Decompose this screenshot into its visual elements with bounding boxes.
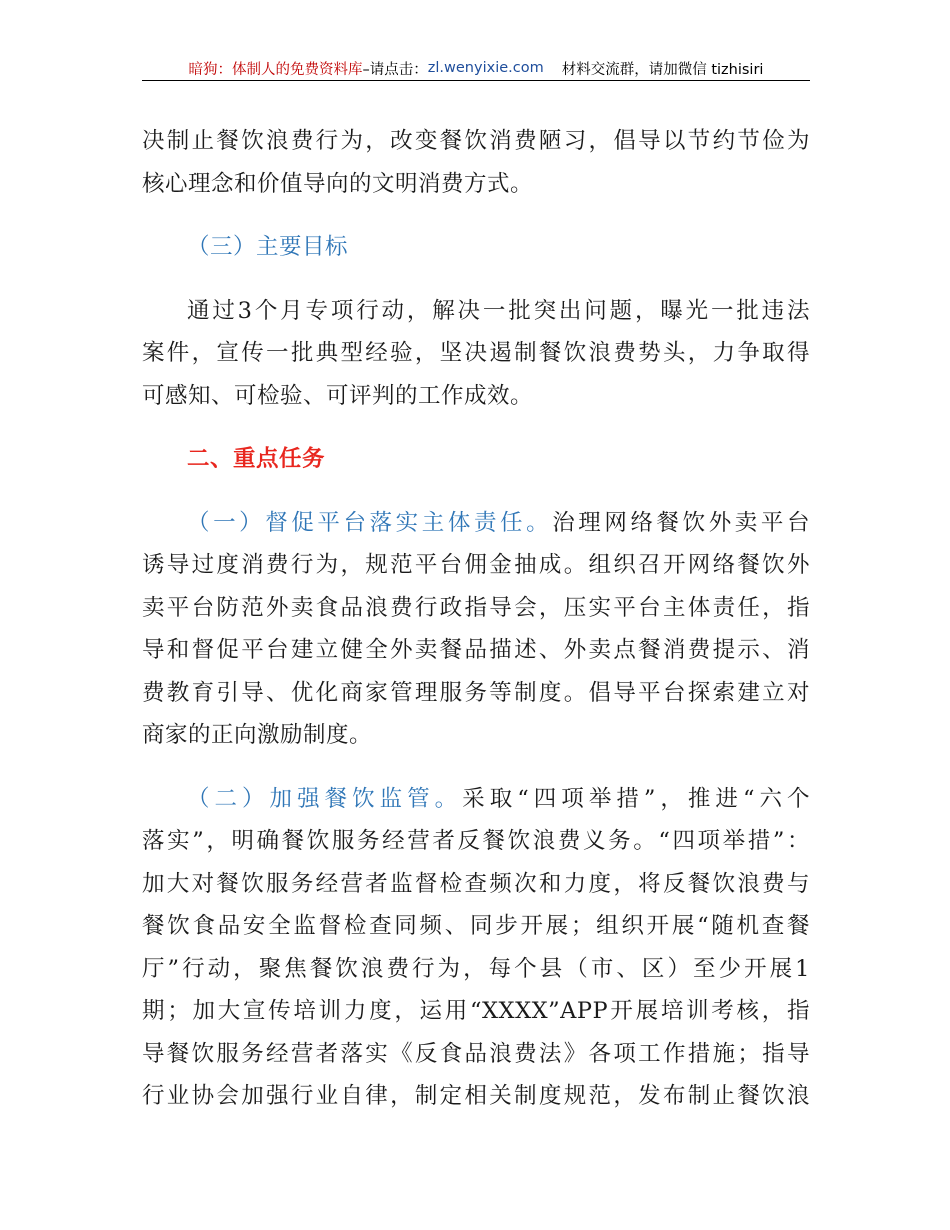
- paragraph-line: 落实”，明确餐饮服务经营者反餐饮浪费义务。“四项举措”：: [142, 828, 810, 854]
- paragraph-continuation: [142, 120, 810, 205]
- paragraph-line: 行业协会加强行业自律，制定相关制度规范，发布制止餐饮浪: [142, 1083, 810, 1109]
- paragraph-line: [142, 502, 810, 545]
- paragraph-goals: [142, 290, 810, 418]
- paragraph-line: 可感知、可检验、可评判的工作成效。: [142, 382, 534, 409]
- header-url-link[interactable]: zl.wenyixie.com: [427, 60, 544, 76]
- paragraph-line: 期；加大宣传培训力度，运用“XXXX”APP开展培训考核，指: [142, 998, 810, 1024]
- task-text: 采取“四项举措”，推进“六个: [462, 785, 810, 812]
- task-title-platform: （一）督促平台落实主体责任。: [187, 509, 553, 536]
- paragraph-line: 决制止餐饮浪费行为，改变餐饮消费陋习，倡导以节约节俭为: [142, 128, 810, 154]
- task-text: 治理网络餐饮外卖平台: [552, 509, 810, 536]
- header-group-text: 材料交流群，请加微信 tizhisiri: [561, 61, 764, 78]
- spacer: [142, 205, 810, 226]
- paragraph-line: 厅”行动，聚焦餐饮浪费行为，每个县（市、区）至少开展1: [142, 955, 810, 982]
- spacer: [142, 757, 810, 778]
- paragraph-line: 案件，宣传一批典型经验，坚决遏制餐饮浪费势头，力争取得: [142, 340, 810, 366]
- paragraph-line: 导和督促平台建立健全外卖餐品描述、外卖点餐消费提示、消: [142, 637, 810, 663]
- subheading-main-goals: （三）主要目标: [187, 234, 349, 260]
- paragraph-line: 加大对餐饮服务经营者监督检查频次和力度，将反餐饮浪费与: [142, 870, 810, 897]
- paragraph-line: 商家的正向激励制度。: [142, 722, 373, 748]
- paragraph-line: 通过3个月专项行动，解决一批突出问题，曝光一批违法: [187, 297, 810, 324]
- paragraph-line: 费教育引导、优化商家管理服务等制度。倡导平台探索建立对: [142, 679, 810, 706]
- paragraph-line: 核心理念和价值导向的文明消费方式。: [142, 170, 534, 197]
- paragraph-line: 卖平台防范外卖食品浪费行政指导会，压实平台主体责任，指: [142, 594, 810, 621]
- header-promo-text: 暗狗：体制人的免费资料库: [188, 61, 363, 78]
- spacer: [142, 269, 810, 290]
- document-body: [142, 120, 810, 1118]
- paragraph-line: 餐饮食品安全监督检查同频、同步开展；组织开展“随机查餐: [142, 913, 810, 939]
- spacer: [142, 417, 810, 438]
- paragraph-line: 导餐饮服务经营者落实《反食品浪费法》各项工作措施；指导: [142, 1040, 810, 1067]
- paragraph-line: [142, 778, 810, 821]
- page-header: [142, 56, 810, 81]
- paragraph-task-platform: [142, 502, 810, 757]
- spacer: [142, 481, 810, 502]
- task-title-supervision: （二）加强餐饮监管。: [187, 785, 463, 812]
- section-heading-key-tasks: 二、重点任务: [187, 446, 326, 472]
- header-click-text: –请点击：: [362, 61, 428, 78]
- paragraph-line: 诱导过度消费行为，规范平台佣金抽成。组织召开网络餐饮外: [142, 552, 810, 578]
- paragraph-task-supervision: [142, 778, 810, 1118]
